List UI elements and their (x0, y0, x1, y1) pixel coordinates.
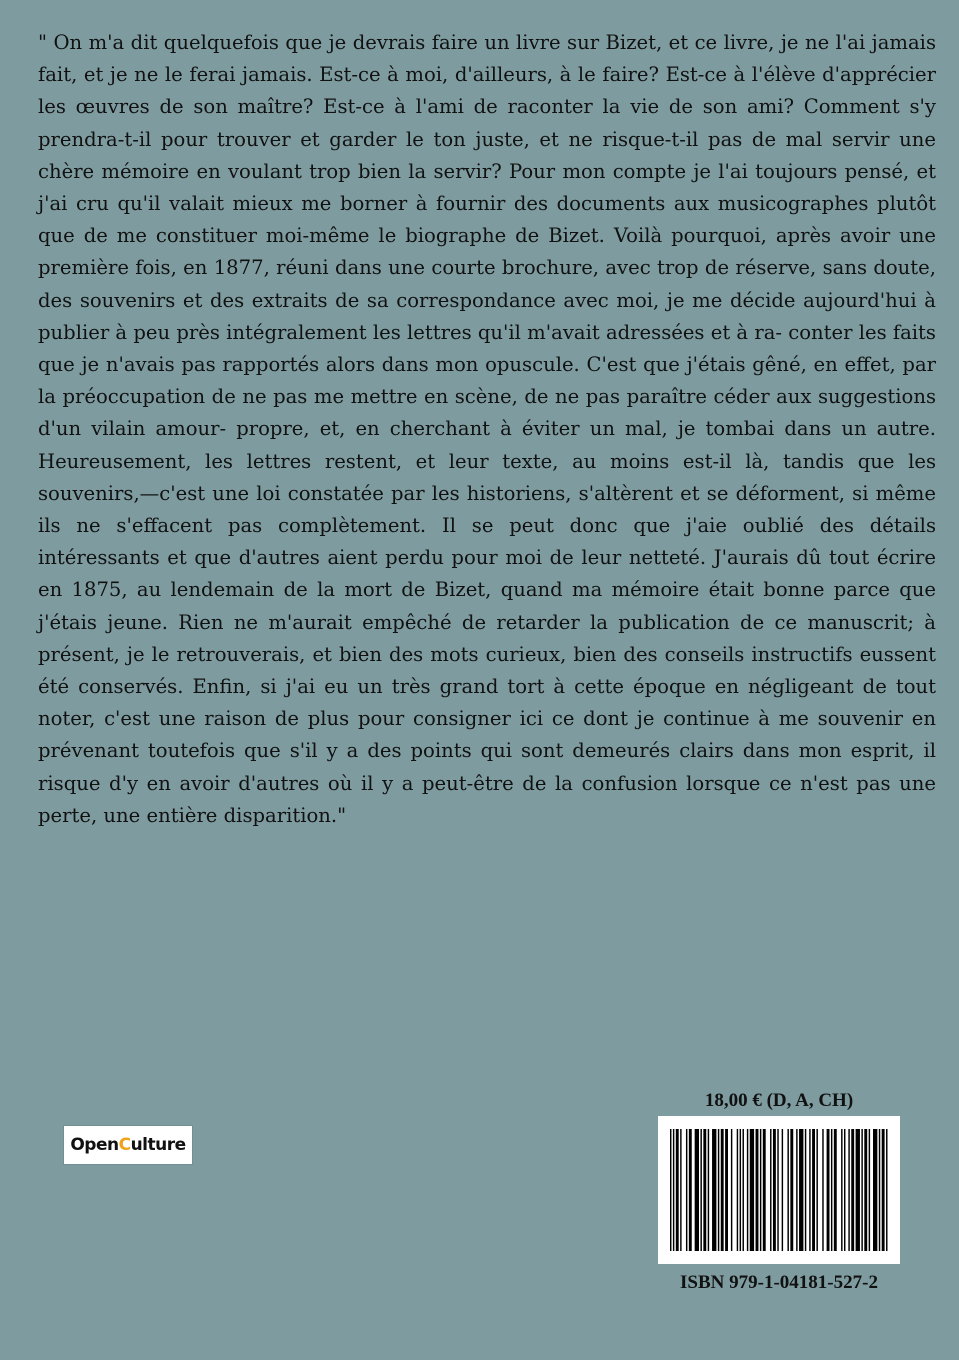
barcode-bar (676, 1129, 679, 1251)
barcode-bar (882, 1129, 885, 1251)
barcode-bar (856, 1129, 860, 1251)
barcode-bar (796, 1129, 797, 1251)
barcode-bar (812, 1129, 815, 1251)
barcode-bar (790, 1129, 793, 1251)
barcode-bar (740, 1129, 741, 1251)
logo-accent-letter: C (118, 1135, 131, 1155)
barcode-bar (886, 1129, 887, 1251)
barcode-bar (721, 1129, 724, 1251)
barcode-bar (673, 1129, 674, 1251)
barcode-bar (708, 1129, 709, 1251)
barcode-bar (737, 1129, 738, 1251)
barcode-bar (725, 1129, 728, 1251)
barcode-bar (879, 1129, 880, 1251)
barcode-bar (689, 1129, 692, 1251)
barcode-bar (782, 1129, 783, 1251)
barcode-bar (869, 1129, 870, 1251)
barcode-bar (864, 1129, 867, 1251)
barcode-bars (670, 1129, 888, 1251)
publisher-logo (64, 1126, 192, 1164)
barcode-bar (773, 1129, 776, 1251)
barcode-bar (777, 1129, 778, 1251)
barcode-bar (703, 1129, 706, 1251)
barcode-bar (756, 1129, 759, 1251)
barcode-bar (848, 1129, 849, 1251)
barcode-bar (805, 1129, 806, 1251)
barcode-bar (743, 1129, 744, 1251)
barcode-bar (763, 1129, 766, 1251)
back-cover-blurb: " On m'a dit quelquefois que je devrais faire un livre sur Bizet, et ce livre, je ne l'ai jamais fait, et je ne le ferai jamais. Est-ce à moi, d'ailleurs, à le faire? Est-ce à l'élève d'apprécier les œuvres de son maître? Est-ce à l'ami de raconter la vie de son ami? Comment s'y prendra-t-il pour trouver et garder le ton juste, et ne risque-t-il pas de mal servir une chère mémoire en voulant trop bien la servir? Pour mon compte je l'ai toujours pensé, et j'ai cru qu'il valait mieux me borner à fournir des documents aux musicographes plutôt que de me constituer moi-même le biographe de Bizet. Voilà pourquoi, après avoir une première fois, en 1877, réuni dans une courte brochure, avec trop de réserve, sans doute, des souvenirs et des extraits de sa correspondance avec moi, je me décide aujourd'hui à publier à peu près intégralement les lettres qu'il m'avait adressées et à ra- conter les faits que je n'avais pas rapportés alors dans mon opuscule. C'est que j'étais gêné, en effet, par la préoccupation de ne pas me mettre en scène, de ne pas paraître céder aux suggestions d'un vilain amour- propre, et, en cherchant à éviter un mal, je tombai dans un autre. Heureusement, les lettres restent, et leur texte, au moins est-il là, tandis que les souvenirs,—c'est une loi constatée par les historiens, s'altèrent et se déforment, si même ils ne s'effacent pas complètement. Il se peut donc que j'aie oublié des détails intéressants et que d'autres aient perdu pour moi de leur netteté. J'aurais dû tout écrire en 1875, au lendemain de la mort de Bizet, quand ma mémoire était bonne parce que j'étais jeune. Rien ne m'aurait empêché de retarder la publication de ce manuscrit; à présent, je le retrouverais, et bien des mots curieux, bien des conseils instructifs eussent été conservés. Enfin, si j'ai eu un très grand tort à cette époque en négligeant de tout noter, c'est une raison de plus pour consigner ici ce dont je continue à me souvenir en prévenant toutefois que s'il y a des points qui sont demeurés clairs dans mon esprit, il risque d'y en avoir d'autres où il y a peut-être de la confusion lorsque ce n'est pas une perte, une entière disparition." (38, 31, 936, 827)
logo-text-ulture: ulture (130, 1135, 186, 1155)
barcode-bar (827, 1129, 830, 1251)
barcode-bar (861, 1129, 862, 1251)
barcode-bar (695, 1129, 699, 1251)
barcode (658, 1116, 900, 1264)
barcode-bar (718, 1129, 719, 1251)
barcode-bar (750, 1129, 754, 1251)
barcode-bar (712, 1129, 716, 1251)
barcode-bar (841, 1129, 842, 1251)
barcode-bar (831, 1129, 832, 1251)
barcode-bar (816, 1129, 817, 1251)
logo-text-open: Open (70, 1135, 119, 1155)
barcode-bar (799, 1129, 803, 1251)
price-label: 18,00 € (D, A, CH) (704, 1090, 854, 1111)
isbn-label: ISBN 979-1-04181-527-2 (680, 1272, 878, 1293)
barcode-bar (822, 1129, 823, 1251)
barcode-bar (747, 1129, 748, 1251)
barcode-bar (686, 1129, 687, 1251)
barcode-bar (700, 1129, 701, 1251)
barcode-bar (809, 1129, 810, 1251)
barcode-bar (731, 1129, 732, 1251)
barcode-bar (844, 1129, 845, 1251)
barcode-bar (760, 1129, 761, 1251)
barcode-bar (873, 1129, 877, 1251)
barcode-bar (670, 1129, 671, 1251)
barcode-bar (787, 1129, 788, 1251)
barcode-bar (851, 1129, 854, 1251)
barcode-bar (770, 1129, 771, 1251)
barcode-bar (834, 1129, 837, 1251)
barcode-bar (680, 1129, 681, 1251)
